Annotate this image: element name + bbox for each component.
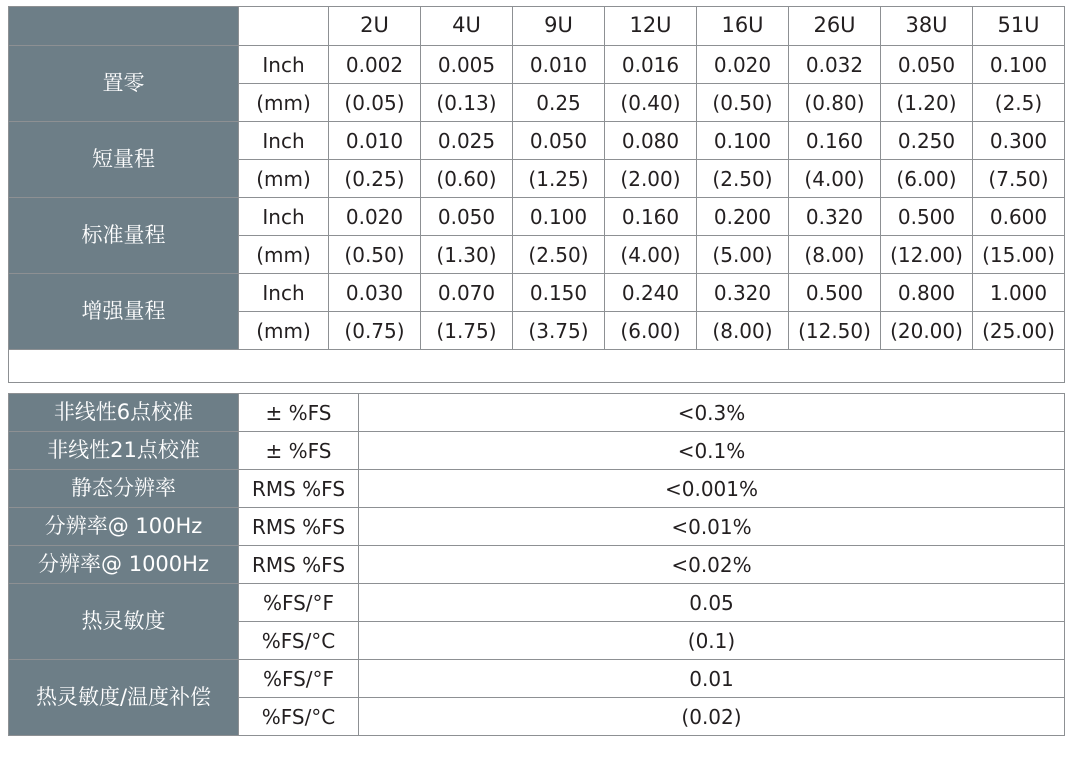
- cell-value: 0.300: [973, 122, 1065, 160]
- cell-value: (20.00): [881, 312, 973, 350]
- cell-value: 0.200: [697, 198, 789, 236]
- cell-value: 0.020: [329, 198, 421, 236]
- cell-value: 0.800: [881, 274, 973, 312]
- cell-value: 0.010: [329, 122, 421, 160]
- cell-value: (0.1): [359, 622, 1065, 660]
- column-header-38u: 38U: [881, 7, 973, 46]
- cell-value: 0.600: [973, 198, 1065, 236]
- cell-value: (0.13): [421, 84, 513, 122]
- cell-value: 0.030: [329, 274, 421, 312]
- cell-value: <0.3%: [359, 394, 1065, 432]
- column-header-9u: 9U: [513, 7, 605, 46]
- unit-cell: %FS/°C: [239, 698, 359, 736]
- row-label-standard-range: 标准量程: [9, 198, 239, 274]
- spacer-cell: [9, 350, 1065, 383]
- table-row: [9, 198, 1065, 236]
- cell-value: (0.25): [329, 160, 421, 198]
- cell-value: 0.100: [973, 46, 1065, 84]
- cell-value: (7.50): [973, 160, 1065, 198]
- column-header-51u: 51U: [973, 7, 1065, 46]
- cell-value: (1.30): [421, 236, 513, 274]
- unit-inch: Inch: [239, 122, 329, 160]
- unit-mm: (mm): [239, 312, 329, 350]
- cell-value: 0.320: [789, 198, 881, 236]
- cell-value: (0.75): [329, 312, 421, 350]
- cell-value: (25.00): [973, 312, 1065, 350]
- row-label-nonlinearity-21pt: 非线性21点校准: [9, 432, 239, 470]
- corner-cell: [9, 7, 239, 46]
- table-gap: [8, 383, 1064, 393]
- cell-value: 0.020: [697, 46, 789, 84]
- cell-value: 0.25: [513, 84, 605, 122]
- cell-value: (15.00): [973, 236, 1065, 274]
- cell-value: (1.25): [513, 160, 605, 198]
- table-row: [9, 470, 1065, 508]
- column-header-16u: 16U: [697, 7, 789, 46]
- unit-cell: ± %FS: [239, 394, 359, 432]
- cell-value: (4.00): [789, 160, 881, 198]
- table-row: [9, 508, 1065, 546]
- row-label-zero: 置零: [9, 46, 239, 122]
- unit-cell: RMS %FS: [239, 508, 359, 546]
- cell-value: 0.160: [789, 122, 881, 160]
- cell-value: (0.40): [605, 84, 697, 122]
- unit-cell: %FS/°C: [239, 622, 359, 660]
- cell-value: 0.025: [421, 122, 513, 160]
- cell-value: (2.50): [697, 160, 789, 198]
- unit-inch: Inch: [239, 198, 329, 236]
- table-header-row: [9, 7, 1065, 46]
- cell-value: 0.050: [421, 198, 513, 236]
- table-row: [9, 394, 1065, 432]
- cell-value: (0.50): [329, 236, 421, 274]
- cell-value: 0.002: [329, 46, 421, 84]
- range-table-body: [9, 7, 1065, 383]
- cell-value: (8.00): [697, 312, 789, 350]
- unit-mm: (mm): [239, 84, 329, 122]
- cell-value: 0.070: [421, 274, 513, 312]
- cell-value: 0.160: [605, 198, 697, 236]
- cell-value: <0.02%: [359, 546, 1065, 584]
- accuracy-specification-table: [8, 393, 1065, 736]
- row-label-resolution-100hz: 分辨率@ 100Hz: [9, 508, 239, 546]
- cell-value: <0.001%: [359, 470, 1065, 508]
- row-label-short-range: 短量程: [9, 122, 239, 198]
- cell-value: <0.1%: [359, 432, 1065, 470]
- table-row: [9, 274, 1065, 312]
- table-row: [9, 46, 1065, 84]
- column-header-26u: 26U: [789, 7, 881, 46]
- cell-value: <0.01%: [359, 508, 1065, 546]
- cell-value: 0.050: [513, 122, 605, 160]
- cell-value: 0.080: [605, 122, 697, 160]
- cell-value: 0.240: [605, 274, 697, 312]
- range-specification-table: [8, 6, 1065, 383]
- unit-mm: (mm): [239, 236, 329, 274]
- cell-value: 0.500: [789, 274, 881, 312]
- cell-value: (0.50): [697, 84, 789, 122]
- cell-value: (5.00): [697, 236, 789, 274]
- unit-cell: RMS %FS: [239, 470, 359, 508]
- cell-value: 0.100: [513, 198, 605, 236]
- unit-cell: ± %FS: [239, 432, 359, 470]
- cell-value: (2.00): [605, 160, 697, 198]
- table-row: [9, 432, 1065, 470]
- cell-value: (2.5): [973, 84, 1065, 122]
- cell-value: (4.00): [605, 236, 697, 274]
- row-label-thermal-sensitivity-compensated: 热灵敏度/温度补偿: [9, 660, 239, 736]
- table-row: [9, 660, 1065, 698]
- cell-value: (0.80): [789, 84, 881, 122]
- column-header-2u: 2U: [329, 7, 421, 46]
- column-header-4u: 4U: [421, 7, 513, 46]
- cell-value: 0.500: [881, 198, 973, 236]
- cell-value: (12.00): [881, 236, 973, 274]
- cell-value: (12.50): [789, 312, 881, 350]
- cell-value: 0.050: [881, 46, 973, 84]
- unit-cell: %FS/°F: [239, 584, 359, 622]
- cell-value: 0.01: [359, 660, 1065, 698]
- unit-inch: Inch: [239, 46, 329, 84]
- row-label-thermal-sensitivity: 热灵敏度: [9, 584, 239, 660]
- cell-value: 1.000: [973, 274, 1065, 312]
- cell-value: (2.50): [513, 236, 605, 274]
- table-row: [9, 546, 1065, 584]
- cell-value: (1.75): [421, 312, 513, 350]
- cell-value: (0.60): [421, 160, 513, 198]
- unit-cell: RMS %FS: [239, 546, 359, 584]
- cell-value: 0.100: [697, 122, 789, 160]
- row-label-nonlinearity-6pt: 非线性6点校准: [9, 394, 239, 432]
- row-label-extended-range: 增强量程: [9, 274, 239, 350]
- accuracy-table-body: [9, 394, 1065, 736]
- table-row: [9, 122, 1065, 160]
- cell-value: (1.20): [881, 84, 973, 122]
- cell-value: 0.010: [513, 46, 605, 84]
- unit-inch: Inch: [239, 274, 329, 312]
- row-label-static-resolution: 静态分辨率: [9, 470, 239, 508]
- cell-value: (3.75): [513, 312, 605, 350]
- unit-column-header: [239, 7, 329, 46]
- unit-mm: (mm): [239, 160, 329, 198]
- cell-value: (0.02): [359, 698, 1065, 736]
- cell-value: 0.320: [697, 274, 789, 312]
- cell-value: 0.250: [881, 122, 973, 160]
- cell-value: 0.05: [359, 584, 1065, 622]
- cell-value: 0.005: [421, 46, 513, 84]
- row-label-resolution-1000hz: 分辨率@ 1000Hz: [9, 546, 239, 584]
- cell-value: (0.05): [329, 84, 421, 122]
- column-header-12u: 12U: [605, 7, 697, 46]
- cell-value: 0.032: [789, 46, 881, 84]
- unit-cell: %FS/°F: [239, 660, 359, 698]
- cell-value: 0.016: [605, 46, 697, 84]
- table-row: [9, 584, 1065, 622]
- cell-value: (8.00): [789, 236, 881, 274]
- spacer-row: [9, 350, 1065, 383]
- cell-value: (6.00): [881, 160, 973, 198]
- cell-value: (6.00): [605, 312, 697, 350]
- cell-value: 0.150: [513, 274, 605, 312]
